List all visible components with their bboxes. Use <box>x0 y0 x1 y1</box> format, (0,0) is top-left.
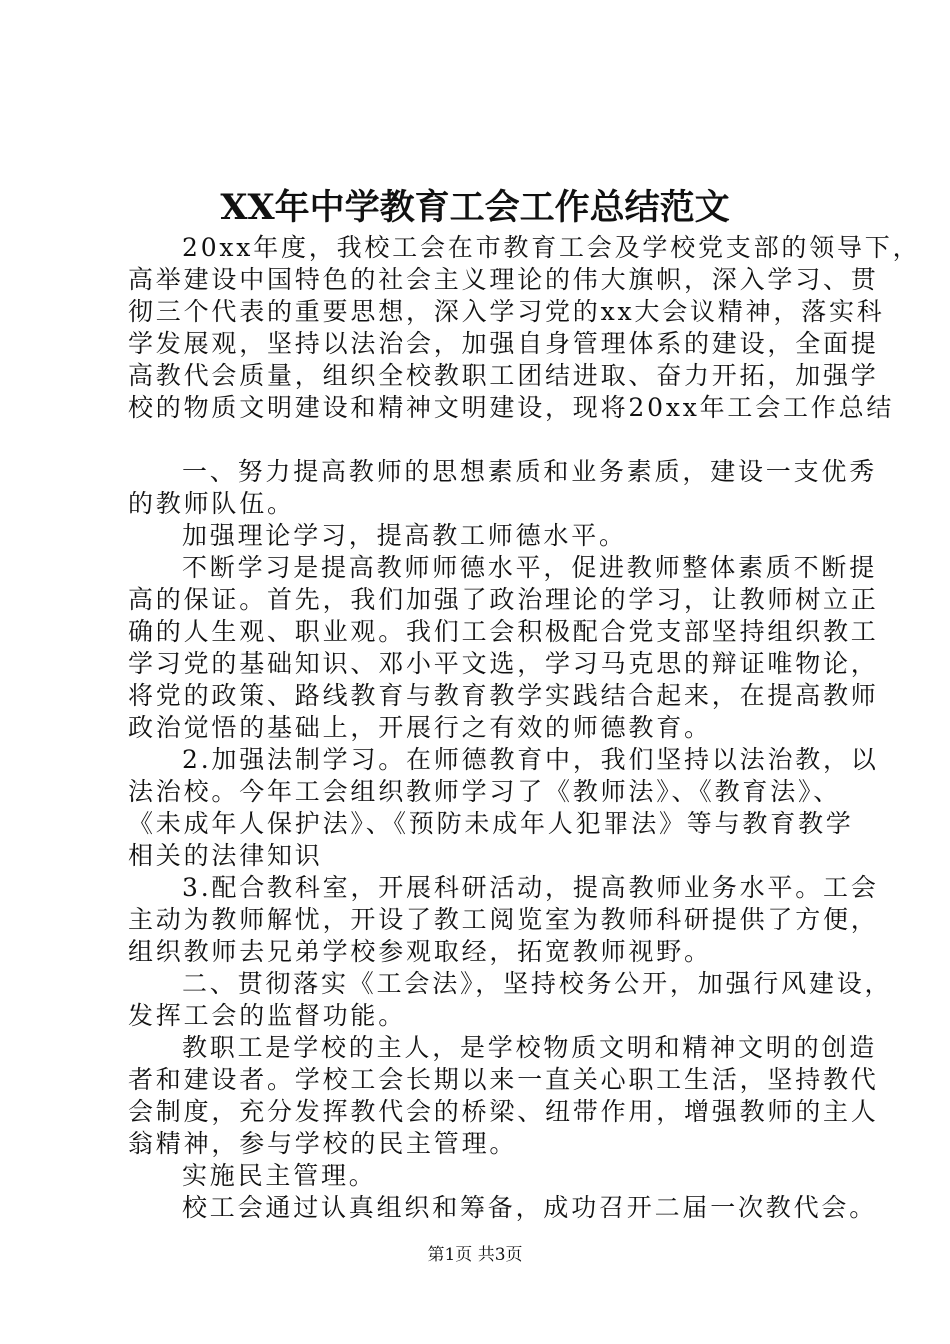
page-number-footer: 第1页 共3页 <box>427 1245 523 1265</box>
text-line: 学习党的基础知识、邓小平文选，学习马克思的辩证唯物论， <box>128 649 879 678</box>
text-line: 主动为教师解忧，开设了教工阅览室为教师科研提供了方便， <box>128 905 879 934</box>
text-line: 法治校。今年工会组织教师学习了《教师法》、《教育法》、 <box>128 777 842 806</box>
text-line: 实施民主管理。 <box>182 1161 377 1190</box>
text-line: 相关的法律知识 <box>128 841 323 870</box>
text-line: 彻三个代表的重要思想，深入学习党的xx大会议精神，落实科 <box>128 297 885 326</box>
text-line: 校工会通过认真组织和筹备，成功召开二届一次教代会。 <box>182 1193 878 1222</box>
text-line: 《未成年人保护法》、《预防未成年人犯罪法》等与教育教学 <box>128 809 854 838</box>
paragraph-gap <box>128 424 828 456</box>
text-line: 教职工是学校的主人，是学校物质文明和精神文明的创造 <box>182 1033 878 1062</box>
text-line: 2.加强法制学习。在师德教育中，我们坚持以法治教，以 <box>182 745 879 774</box>
document-title: XX年中学教育工会工作总结范文 <box>220 187 730 228</box>
text-line: 20xx年度，我校工会在市教育工会及学校党支部的领导下， <box>182 233 921 262</box>
text-line: 翁精神，参与学校的民主管理。 <box>128 1129 518 1158</box>
text-line: 会制度，充分发挥教代会的桥梁、纽带作用，增强教师的主人 <box>128 1097 879 1126</box>
text-line: 不断学习是提高教师师德水平，促进教师整体素质不断提 <box>182 553 878 582</box>
section-heading-line: 一、努力提高教师的思想素质和业务素质，建设一支优秀 <box>182 457 878 486</box>
text-line: 高教代会质量，组织全校教职工团结进取、奋力开拓，加强学 <box>128 361 879 390</box>
text-line: 高举建设中国特色的社会主义理论的伟大旗帜，深入学习、贯 <box>128 265 879 294</box>
text-line: 组织教师去兄弟学校参观取经，拓宽教师视野。 <box>128 937 712 966</box>
section-heading-line: 二、贯彻落实《工会法》，坚持校务公开，加强行风建设， <box>182 969 893 998</box>
section-heading-line: 的教师队伍。 <box>128 489 295 518</box>
text-line: 校的物质文明建设和精神文明建设，现将20xx年工会工作总结 <box>128 393 895 422</box>
text-line: 3.配合教科室，开展科研活动，提高教师业务水平。工会 <box>182 873 879 902</box>
text-line: 加强理论学习，提高教工师德水平。 <box>182 521 627 550</box>
text-line: 政治觉悟的基础上，开展行之有效的师德教育。 <box>128 713 712 742</box>
text-line: 者和建设者。学校工会长期以来一直关心职工生活，坚持教代 <box>128 1065 879 1094</box>
text-line: 将党的政策、路线教育与教育教学实践结合起来，在提高教师 <box>128 681 879 710</box>
text-line: 高的保证。首先，我们加强了政治理论的学习，让教师树立正 <box>128 585 879 614</box>
text-line: 学发展观，坚持以法治会，加强自身管理体系的建设，全面提 <box>128 329 879 358</box>
document-body <box>128 232 921 1224</box>
text-line: 确的人生观、职业观。我们工会积极配合党支部坚持组织教工 <box>128 617 879 646</box>
section-heading-line: 发挥工会的监督功能。 <box>128 1001 407 1030</box>
